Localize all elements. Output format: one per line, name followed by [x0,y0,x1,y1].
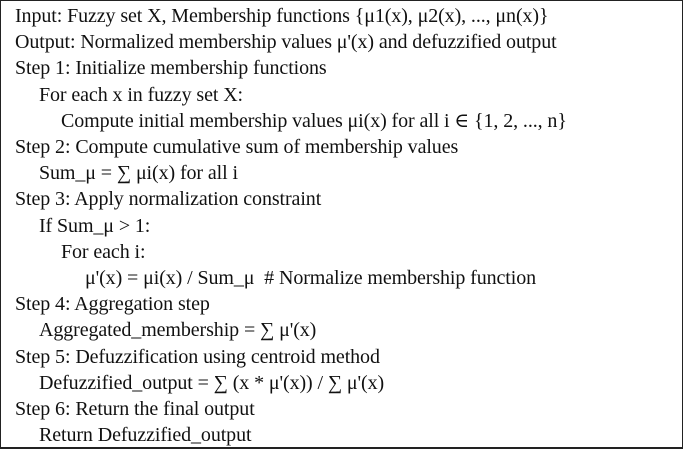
step-2-heading: Step 2: Compute cumulative sum of membership values [15,136,459,159]
step-6-return-line: Return Defuzzified_output [39,424,252,447]
step-3-heading: Step 3: Apply normalization constraint [15,188,322,211]
step-4-heading: Step 4: Aggregation step [15,293,210,316]
step-2-sum-line: Sum_μ = ∑ μi(x) for all i [39,162,238,185]
step-3-normalize-line: μ'(x) = μi(x) / Sum_μ # Normalize membership function [85,267,537,290]
algorithm-lines [1,3,567,448]
step-1-compute-line: Compute initial membership values μi(x) for all i ∈ {1, 2, ..., n} [61,109,567,132]
algorithm-input-line: Input: Fuzzy set X, Membership functions {μ1(x), μ2(x), ..., μn(x)} [15,5,549,27]
step-1-heading: Step 1: Initialize membership functions [15,57,327,80]
step-3-loop-line: For each i: [61,240,146,263]
algorithm-output-line: Output: Normalized membership values μ'(x) and defuzzified output [15,31,557,54]
step-4-aggregation-line: Aggregated_membership = ∑ μ'(x) [39,319,317,342]
step-3-condition-line: If Sum_μ > 1: [39,214,151,237]
step-6-heading: Step 6: Return the final output [15,398,255,421]
step-5-defuzzify-line: Defuzzified_output = ∑ (x * μ'(x)) / ∑ μ'(x) [39,371,385,394]
step-1-loop-line: For each x in fuzzy set X: [39,83,244,106]
step-5-heading: Step 5: Defuzzification using centroid method [15,345,380,368]
